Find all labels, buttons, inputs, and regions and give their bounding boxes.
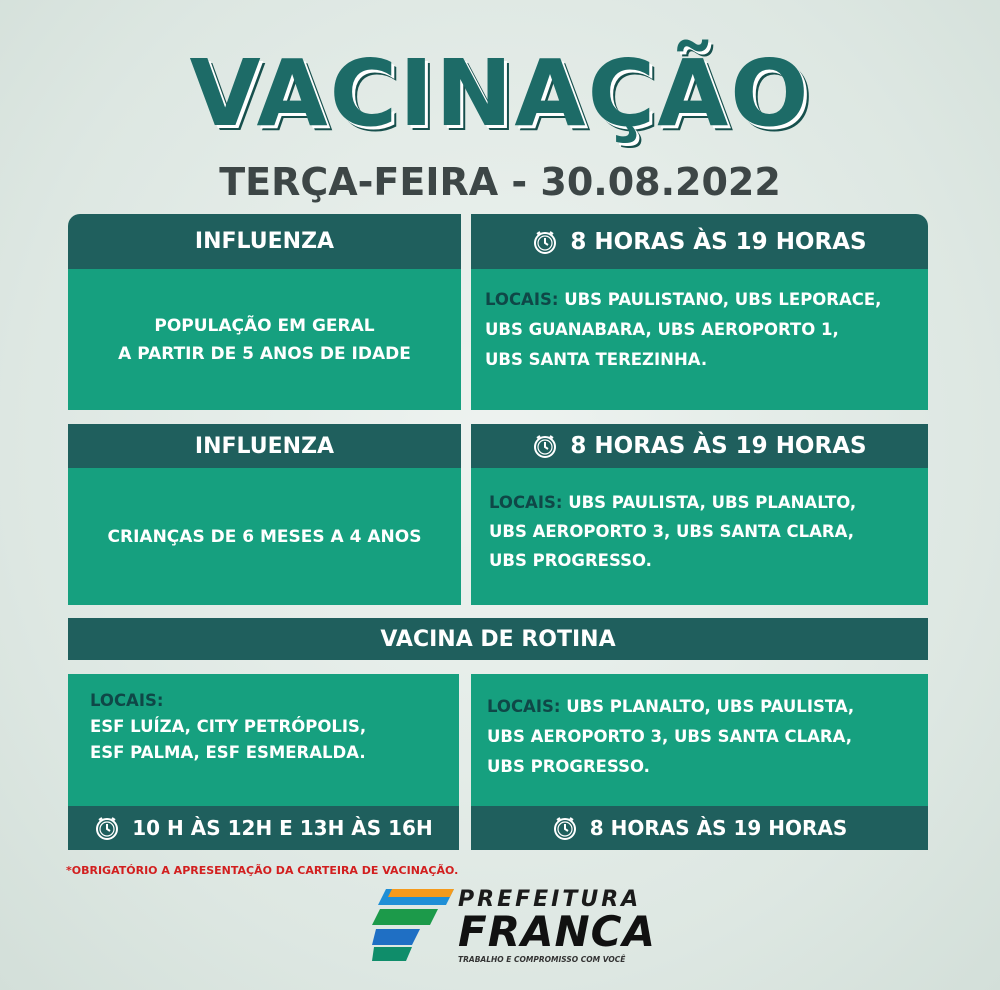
block1-hours-label: 8 HORAS ÀS 19 HORAS [570, 228, 867, 255]
block1-header-label: INFLUENZA [194, 229, 335, 254]
block3-header [68, 618, 928, 660]
block1-locations [471, 269, 928, 410]
block2-header-label: INFLUENZA [194, 433, 335, 459]
block1-audience [68, 269, 461, 410]
prefeitura-franca-logo [372, 885, 657, 965]
block3-left-line1: ESF LUÍZA, CITY PETRÓPOLIS, [90, 717, 367, 736]
clock-icon [532, 433, 558, 459]
logo-mark-icon [372, 889, 458, 961]
block2-audience-text: CRIANÇAS DE 6 MESES A 4 ANOS [107, 526, 422, 547]
block2-locais-line2: UBS AEROPORTO 3, UBS SANTA CLARA, [489, 522, 854, 541]
block3-right-locations [471, 674, 928, 806]
block1-audience-line2: A PARTIR DE 5 ANOS DE IDADE [118, 343, 411, 364]
block3-left-line2: ESF PALMA, ESF ESMERALDA. [90, 743, 366, 762]
block1-locais-label: LOCAIS: [485, 290, 559, 309]
block3-left-locais-label: LOCAIS: [90, 691, 164, 710]
clock-icon [94, 815, 120, 841]
block1-locais-line1: UBS PAULISTANO, UBS LEPORACE, [558, 290, 882, 309]
block2-hours-header [471, 424, 928, 468]
block2-locations [471, 468, 928, 605]
block3-right-hours-label: 8 HORAS ÀS 19 HORAS [589, 816, 848, 840]
clock-icon [532, 229, 558, 255]
block2-locais-label: LOCAIS: [489, 493, 563, 512]
block3-header-label: VACINA DE ROTINA [380, 626, 616, 652]
page-title: VACINAÇÃO [189, 40, 811, 147]
block3-left-locations [68, 674, 459, 806]
block2-hours-label: 8 HORAS ÀS 19 HORAS [570, 433, 867, 459]
logo-prefeitura-text: PREFEITURA [458, 887, 642, 912]
block3-right-line2: UBS AEROPORTO 3, UBS SANTA CLARA, [487, 727, 852, 746]
mandatory-note: *OBRIGATÓRIO A APRESENTAÇÃO DA CARTEIRA DE VACINAÇÃO. [66, 864, 459, 877]
block2-header [68, 424, 461, 468]
block3-right-line1: UBS PLANALTO, UBS PAULISTA, [560, 697, 855, 716]
block2-locais-line3: UBS PROGRESSO. [489, 551, 652, 570]
page-subtitle-date: TERÇA-FEIRA - 30.08.2022 [219, 160, 781, 204]
block1-locais-line3: UBS SANTA TEREZINHA. [485, 350, 708, 369]
logo-tagline: TRABALHO E COMPROMISSO COM VOCÊ [458, 955, 626, 964]
block2-locais-line1: UBS PAULISTA, UBS PLANALTO, [562, 493, 857, 512]
block3-left-hours [68, 806, 459, 850]
block1-header [68, 214, 461, 269]
block3-right-hours [471, 806, 928, 850]
block1-locais-line2: UBS GUANABARA, UBS AEROPORTO 1, [485, 320, 839, 339]
block3-right-line3: UBS PROGRESSO. [487, 757, 650, 776]
block3-left-hours-label: 10 H ÀS 12H E 13H ÀS 16H [132, 816, 433, 840]
block1-hours-header [471, 214, 928, 269]
block1-audience-line1: POPULAÇÃO EM GERAL [154, 315, 375, 336]
clock-icon [552, 815, 578, 841]
logo-franca-text: FRANCA [458, 907, 657, 956]
block3-right-locais-label: LOCAIS: [487, 697, 561, 716]
block2-audience [68, 468, 461, 605]
